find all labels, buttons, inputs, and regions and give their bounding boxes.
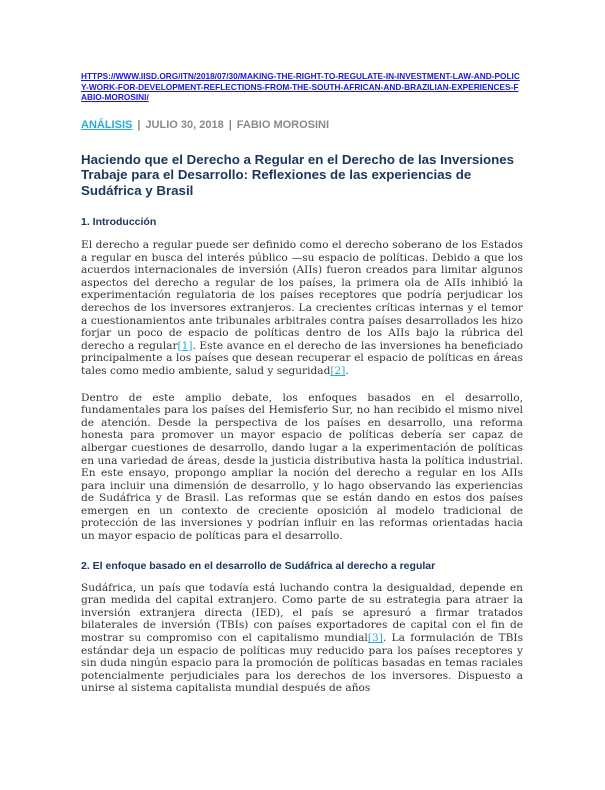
paragraph [81,392,523,543]
paragraph [81,582,523,695]
category-link[interactable]: ANÁLISIS [81,118,133,131]
article-author: FABIO MOROSINI [236,118,330,131]
article-url-link[interactable]: HTTPS://WWW.IISD.ORG/ITN/2018/07/30/MAKING-THE-RIGHT-TO-REGULATE-IN-INVESTMENT-LAW-AND-POLICY-WORK-FOR-DEVELOPMENT-REFLECTIONS-FROM-THE-SOUTH-AFRICAN-AND-BRAZILIAN-EXPERIENCES-FABIO-MOROSINI/ [81,71,520,102]
paragraph-text: Sudáfrica, un país que todavía está luchando contra la desigualdad, depende en gran medida del capital extranjero. Como parte de su estrategia para atraer la inversión extranjera directa (IED), el país se apresuró a firmar tratados bilaterales de inversión (TBIs) con países exportadores de capital con el fin de mostrar su compromiso con el capitalismo mundial [81,581,523,645]
paragraph-text: El derecho a regular puede ser definido como el derecho soberano de los Estados a regular en busca del interés público —su espacio de políticas. Debido a que los acuerdos internacionales de inversión (AIIs) fueron creados para limitar algunos aspectos del derecho a regular de los países, la primera ola de AIIs inhibió la experimentación regulatoria de los países receptores que podría perjudicar los derechos de los inversores extranjeros. La crecientes críticas internas y el temor a cuestionamientos ante tribunales arbitrales contra países desarrollados les hizo forjar un poco de espacio de políticas dentro de los AIIs bajo la rúbrica del derecho a regular [81,239,523,352]
paragraph-text: Dentro de este amplio debate, los enfoques basados en el desarrollo, fundamentales para los países del Hemisferio Sur, no han recibido el mismo nivel de atención. Desde la perspectiva de los países en desarrollo, una reforma honesta para promover un mayor espacio de políticas debería ser capaz de albergar cuestiones de desarrollo, dando lugar a la experimentación de políticas en una variedad de áreas, desde la justicia distributiva hasta la política industrial. En este ensayo, propongo ampliar la noción del derecho a regular en los AIIs para incluir una dimensión de desarrollo, y lo hago observando las experiencias de Sudáfrica y de Brasil. Las reformas que se están dando en estos dos países emergen en un contexto de creciente oposición al modelo tradicional de protección de las inversiones y podrían influir en las reformas orientadas hacia un mayor espacio de políticas para el desarrollo. [81,391,523,543]
article-date: JULIO 30, 2018 [145,118,224,131]
paragraph [81,239,523,378]
meta-separator: | [228,118,232,131]
paragraph-text: . Este avance en el derecho de las inversiones ha beneficiado principalmente a los países que desean recuperar el espacio de políticas en áreas tales como medio ambiente, salud y seguridad [81,339,524,377]
article-meta [81,118,523,132]
footnote-ref-2[interactable]: [2] [330,364,346,377]
footnote-ref-3[interactable]: [3] [367,632,383,645]
section-heading-sudafrica: 2. El enfoque basado en el desarrollo de Sudáfrica al derecho a regular [81,559,436,572]
paragraph-text: . La formulación de TBIs estándar deja un espacio de políticas muy reducido para los países receptores y sin duda ningún espacio para la promoción de políticas basadas en temas raciales potencialmente perjudiciales para los derechos de los inversores. Dispuesto a unirse al sistema capitalista mundial después de años [81,632,523,695]
section-heading-introduccion: 1. Introducción [81,216,157,228]
meta-separator: | [137,118,141,131]
footnote-ref-1[interactable]: [1] [177,339,193,352]
article-page [81,71,523,695]
article-title: Haciendo que el Derecho a Regular en el Derecho de las Inversiones Trabaje para el Desarrollo: Reflexiones de las experiencias de Sudáfrica y Brasil [81,151,515,198]
paragraph-text: . [345,364,349,377]
